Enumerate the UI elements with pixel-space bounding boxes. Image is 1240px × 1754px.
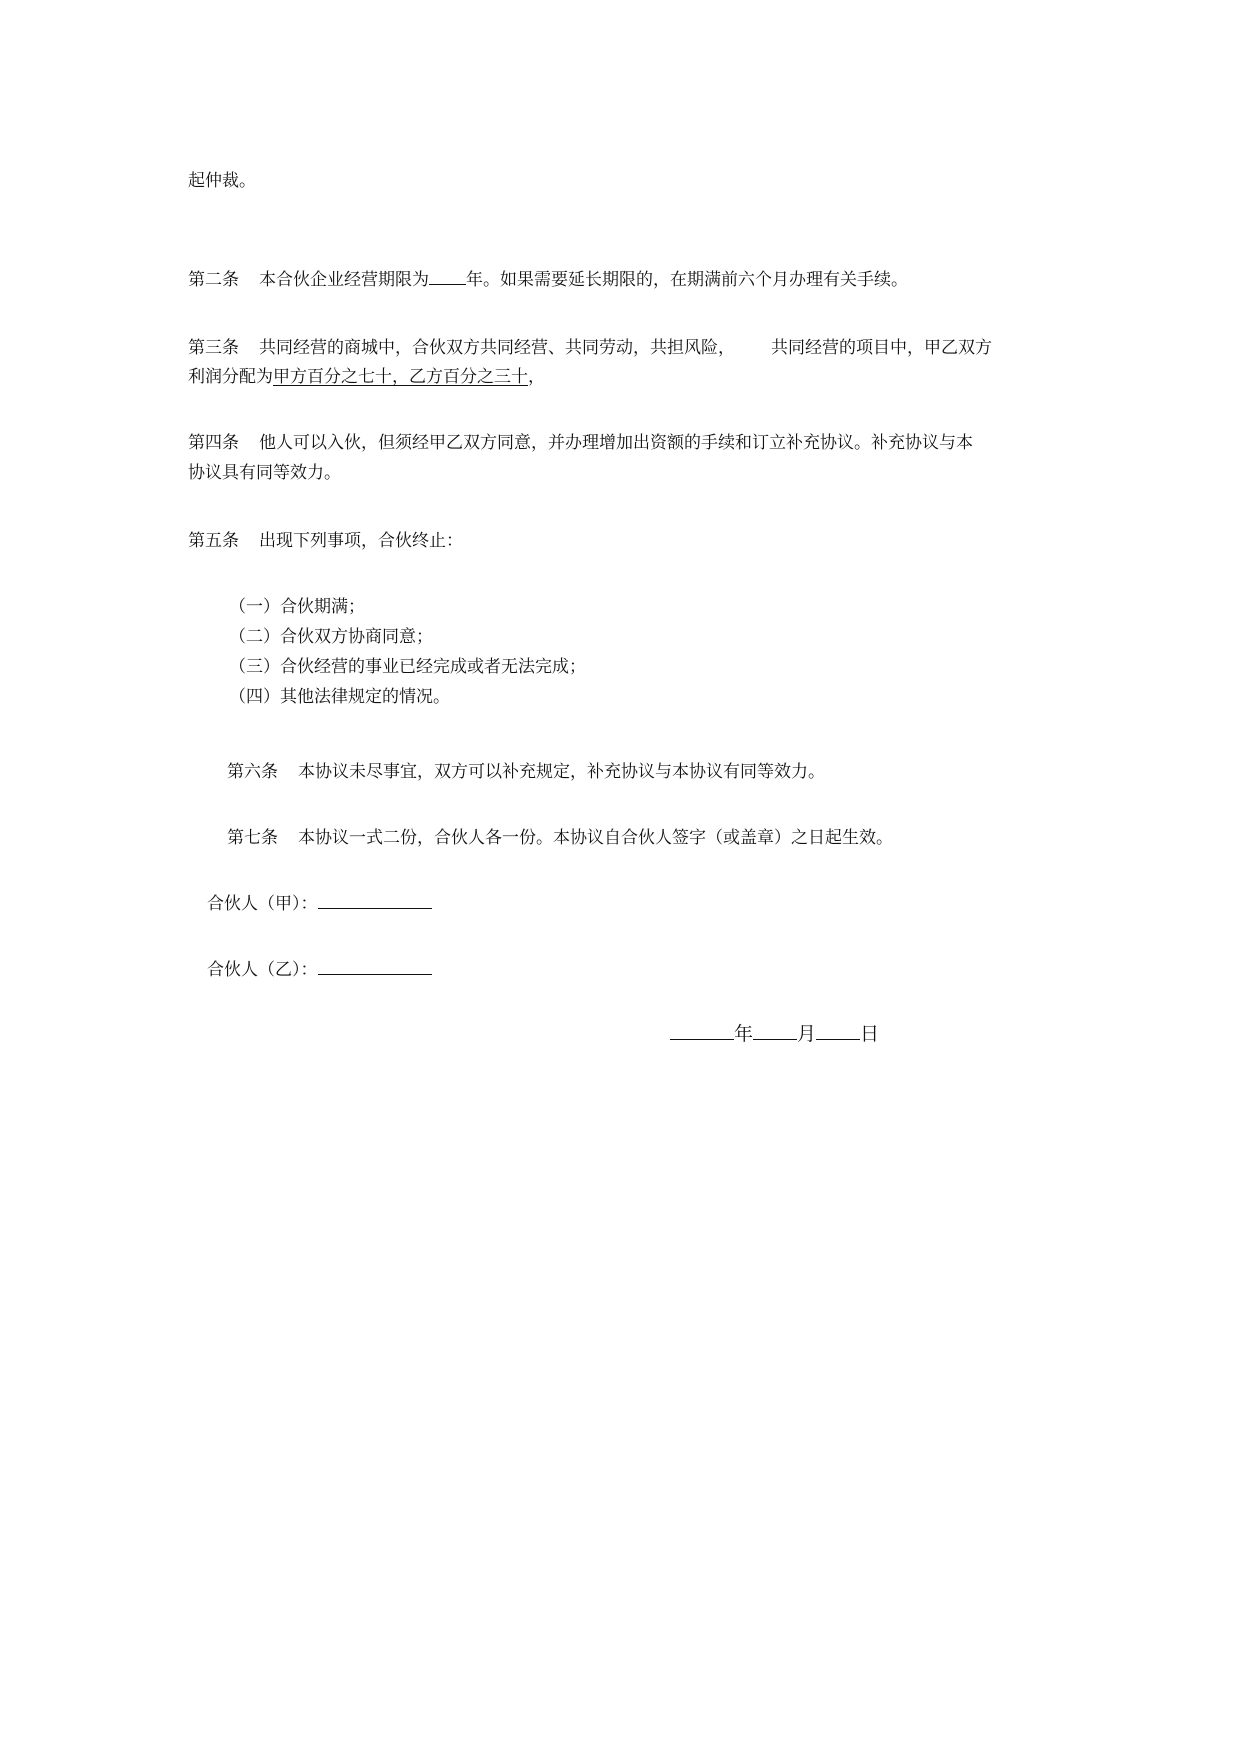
termination-item: （二）合伙双方协商同意； (229, 627, 433, 647)
year-blank (670, 1021, 734, 1040)
signature-party-b (207, 956, 432, 984)
day-blank (816, 1021, 860, 1040)
article-7 (227, 824, 893, 852)
day-label: 日 (860, 1023, 880, 1045)
article-4-text-1: 他人可以入伙，但须经甲乙双方同意，并办理增加出资额的手续和订立补充协议。补充协议与本 (259, 433, 973, 453)
article-7-label: 第七条 (227, 828, 278, 848)
termination-item: （四）其他法律规定的情况。 (229, 687, 450, 707)
article-7-text: 本协议一式二份，合伙人各一份。本协议自合伙人签字（或盖章）之日起生效。 (298, 828, 893, 848)
article-5-label: 第五条 (188, 531, 239, 551)
article-4-line-1 (188, 429, 973, 457)
article-6-text: 本协议未尽事宜，双方可以补充规定，补充协议与本协议有同等效力。 (298, 762, 825, 782)
intro-text: 起仲裁。 (188, 171, 256, 191)
year-label: 年 (734, 1023, 754, 1045)
article-2-label: 第二条 (188, 270, 239, 290)
article-5-text: 出现下列事项，合伙终止： (259, 531, 463, 551)
article-2-text-before: 本合伙企业经营期限为 (259, 270, 429, 290)
term-years-blank (429, 266, 466, 285)
article-3-text-a: 共同经营的商城中，合伙双方共同经营、共同劳动，共担风险， (259, 338, 735, 358)
article-3-line-2 (188, 363, 545, 391)
profit-distribution-prefix: 利润分配为 (188, 367, 273, 387)
article-6-label: 第六条 (227, 762, 278, 782)
article-3-line-1 (188, 334, 992, 362)
article-3-label: 第三条 (188, 338, 239, 358)
party-b-label: 合伙人（乙）： (207, 960, 318, 980)
article-6 (227, 758, 825, 786)
article-3-text-b: 共同经营的项目中，甲乙双方 (771, 338, 992, 358)
termination-item: （一）合伙期满； (229, 597, 365, 617)
termination-item: （三）合伙经营的事业已经完成或者无法完成； (229, 657, 586, 677)
article-4-label: 第四条 (188, 433, 239, 453)
article-5 (188, 527, 463, 555)
signature-party-a (207, 890, 432, 918)
article-4-line-2: 协议具有同等效力。 (188, 463, 341, 483)
party-a-label: 合伙人（甲）： (207, 894, 318, 914)
signing-date (670, 1020, 879, 1048)
profit-distribution-suffix: ， (528, 367, 545, 387)
article-2 (188, 266, 908, 294)
party-b-signature-line (318, 956, 432, 975)
article-2-text-after: 年。如果需要延长期限的，在期满前六个月办理有关手续。 (466, 270, 908, 290)
month-label: 月 (797, 1023, 817, 1045)
party-a-signature-line (318, 890, 432, 909)
profit-distribution-ratio: 甲方百分之七十，乙方百分之三十 (273, 367, 528, 387)
month-blank (753, 1021, 797, 1040)
